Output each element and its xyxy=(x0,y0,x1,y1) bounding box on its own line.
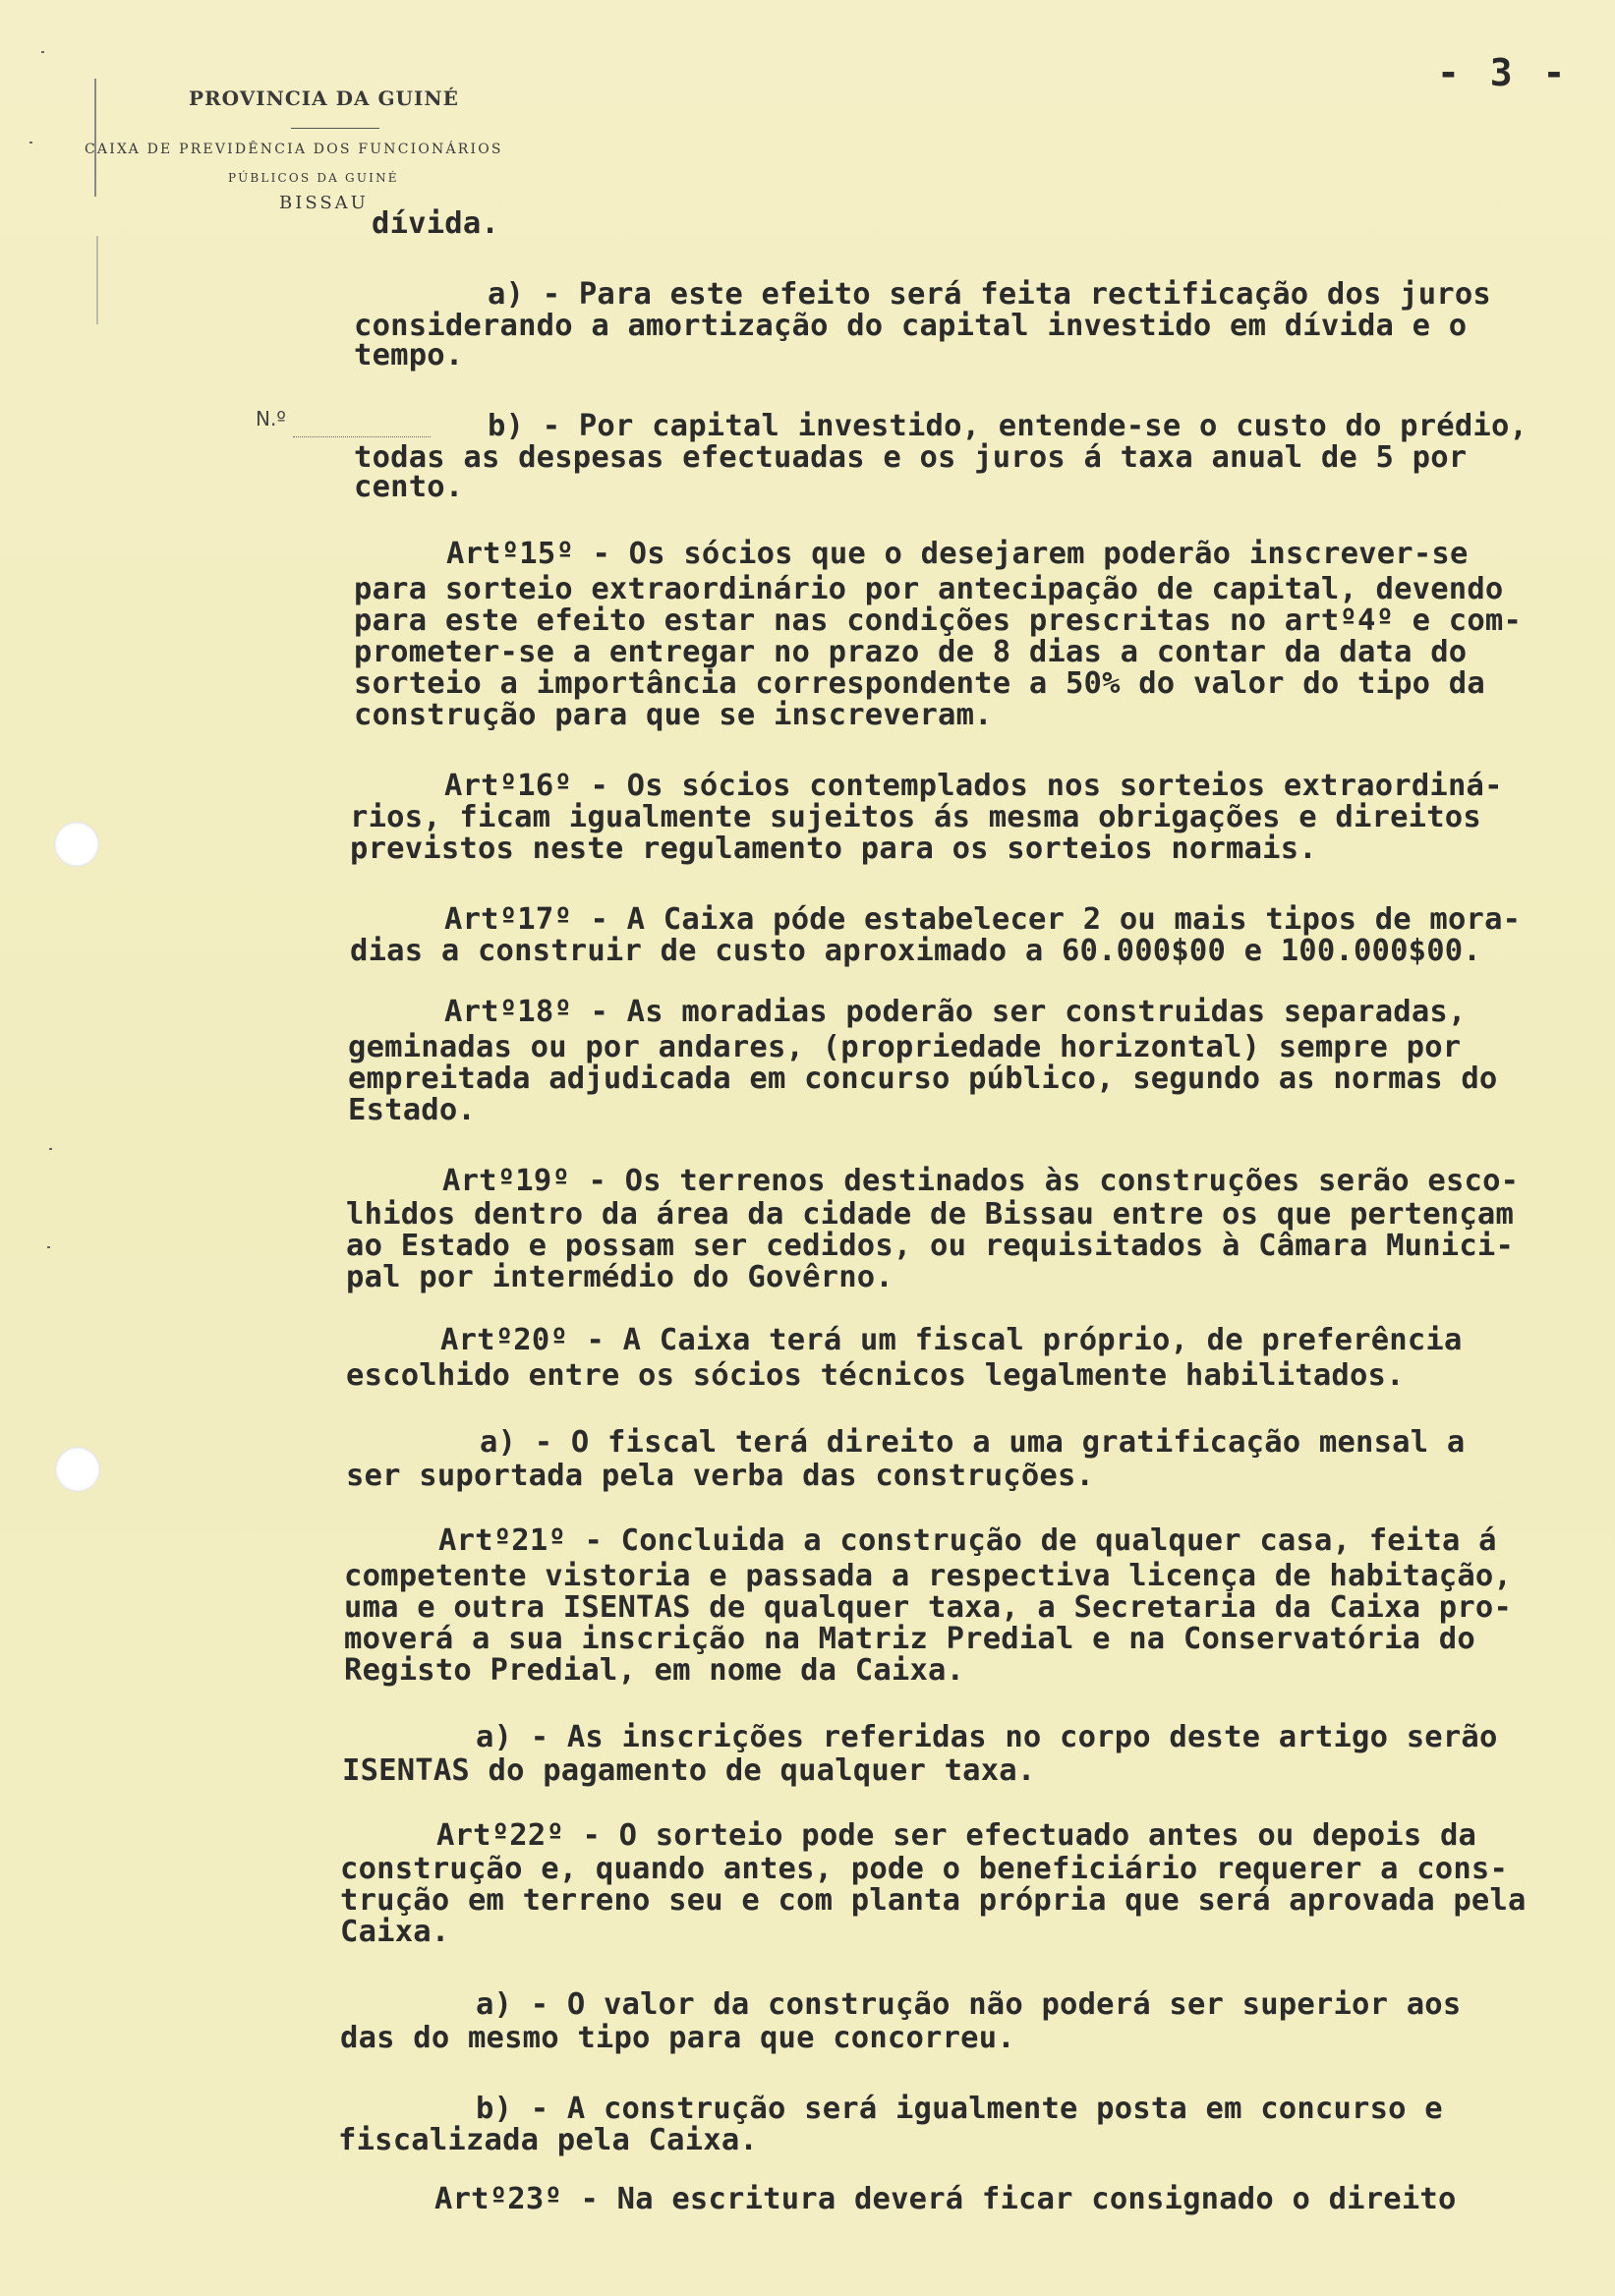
text-line: Artº16º - Os sócios contemplados nos sorteios extraordiná- xyxy=(444,769,1503,803)
text-line: Estado. xyxy=(348,1093,476,1127)
text-line: a) - As inscrições referidas no corpo deste artigo serão xyxy=(476,1720,1498,1754)
text-line: Artº19º - Os terrenos destinados às construções serão esco- xyxy=(442,1164,1520,1198)
letterhead-city: BISSAU xyxy=(279,193,369,213)
text-line: para sorteio extraordinário por antecipação de capital, devendo xyxy=(354,572,1504,606)
margin-speck xyxy=(41,51,44,53)
letterhead-institution-line2: PÚBLICOS DA GUINÉ xyxy=(228,171,399,185)
page-number: - 3 - xyxy=(1437,51,1570,94)
text-line: previstos neste regulamento para os sorteios normais. xyxy=(350,832,1317,866)
text-line: Artº18º - As moradias poderão ser construidas separadas, xyxy=(444,995,1467,1029)
text-line: Caixa. xyxy=(340,1915,450,1949)
text-line: construção e, quando antes, pode o beneficiário requerer a cons- xyxy=(340,1852,1509,1886)
text-line: b) - A construção será igualmente posta em concurso e xyxy=(476,2092,1443,2126)
text-line: prometer-se a entregar no prazo de 8 dias a contar da data do xyxy=(354,635,1468,669)
text-line: fiscalizada pela Caixa. xyxy=(338,2123,758,2157)
margin-fold-line xyxy=(94,79,96,197)
letterhead-rule xyxy=(291,128,379,129)
text-line: construção para que se inscreveram. xyxy=(354,698,993,732)
text-line: todas as despesas efectuadas e os juros á taxa anual de 5 por xyxy=(354,440,1468,475)
text-line: moverá a sua inscrição na Matriz Predial e na Conservatória do xyxy=(344,1622,1475,1656)
text-line: Artº22º - O sorteio pode ser efectuado antes ou depois da xyxy=(436,1818,1477,1853)
text-line: trução em terreno seu e com planta própria que será aprovada pela xyxy=(340,1883,1527,1918)
text-line: uma e outra ISENTAS de qualquer taxa, a Secretaria da Caixa pro- xyxy=(344,1590,1513,1625)
text-line: empreitada adjudicada em concurso público, segundo as normas do xyxy=(348,1062,1498,1096)
text-line: geminadas ou por andares, (propriedade horizontal) sempre por xyxy=(348,1030,1462,1064)
text-line: das do mesmo tipo para que concorreu. xyxy=(340,2021,1015,2055)
text-line: tempo. xyxy=(354,338,464,373)
margin-speck xyxy=(29,142,32,144)
text-line: competente vistoria e passada a respectiva licença de habitação, xyxy=(344,1559,1513,1593)
margin-speck xyxy=(47,1246,50,1248)
letterhead-institution: CAIXA DE PREVIDÊNCIA DOS FUNCIONÁRIOS xyxy=(85,142,503,157)
text-line: ao Estado e possam ser cedidos, ou requisitados à Câmara Munici- xyxy=(346,1229,1515,1263)
text-line: lhidos dentro da área da cidade de Bissau entre os que pertençam xyxy=(346,1197,1515,1232)
text-line: a) - O valor da construção não poderá ser superior aos xyxy=(476,1987,1462,2022)
text-line: Registo Predial, em nome da Caixa. xyxy=(344,1653,965,1688)
text-line: sorteio a importância correspondente a 50% do valor do tipo da xyxy=(354,666,1485,701)
text-line: Artº23º - Na escritura deverá ficar consignado o direito xyxy=(434,2182,1457,2216)
text-line: Artº15º - Os sócios que o desejarem poderão inscrever-se xyxy=(446,537,1469,571)
letterhead-province: PROVINCIA DA GUINÉ xyxy=(189,86,459,110)
text-line: para este efeito estar nas condições prescritas no artº4º e com- xyxy=(354,603,1523,638)
text-line: Artº21º - Concluida a construção de qualquer casa, feita á xyxy=(438,1523,1497,1558)
text-line: dias a construir de custo aproximado a 60.000$00 e 100.000$00. xyxy=(350,934,1481,968)
text-line: cento. xyxy=(354,470,464,504)
text-line: rios, ficam igualmente sujeitos ás mesma obrigações e direitos xyxy=(350,800,1481,834)
text-line: ISENTAS do pagamento de qualquer taxa. xyxy=(342,1753,1036,1788)
punch-hole xyxy=(54,822,99,867)
text-line: pal por intermédio do Govêrno. xyxy=(346,1260,894,1294)
text-line: dívida. xyxy=(372,206,499,241)
text-line: Artº20º - A Caixa terá um fiscal próprio, de preferência xyxy=(440,1323,1463,1357)
margin-fold-line xyxy=(96,236,98,324)
text-line: b) - Por capital investido, entende-se o custo do prédio, xyxy=(488,409,1528,443)
text-line: considerando a amortização do capital investido em dívida e o xyxy=(354,309,1468,343)
letterhead-number-line xyxy=(293,436,431,437)
punch-hole xyxy=(55,1447,100,1492)
text-line: escolhido entre os sócios técnicos legalmente habilitados. xyxy=(346,1358,1405,1393)
text-line: ser suportada pela verba das construções. xyxy=(346,1459,1095,1493)
margin-speck xyxy=(49,1148,52,1150)
text-line: a) - O fiscal terá direito a uma gratificação mensal a xyxy=(480,1425,1466,1460)
text-line: a) - Para este efeito será feita rectificação dos juros xyxy=(488,277,1491,312)
letterhead-number-label: N.º xyxy=(256,407,286,430)
text-line: Artº17º - A Caixa póde estabelecer 2 ou mais tipos de mora- xyxy=(444,902,1522,937)
